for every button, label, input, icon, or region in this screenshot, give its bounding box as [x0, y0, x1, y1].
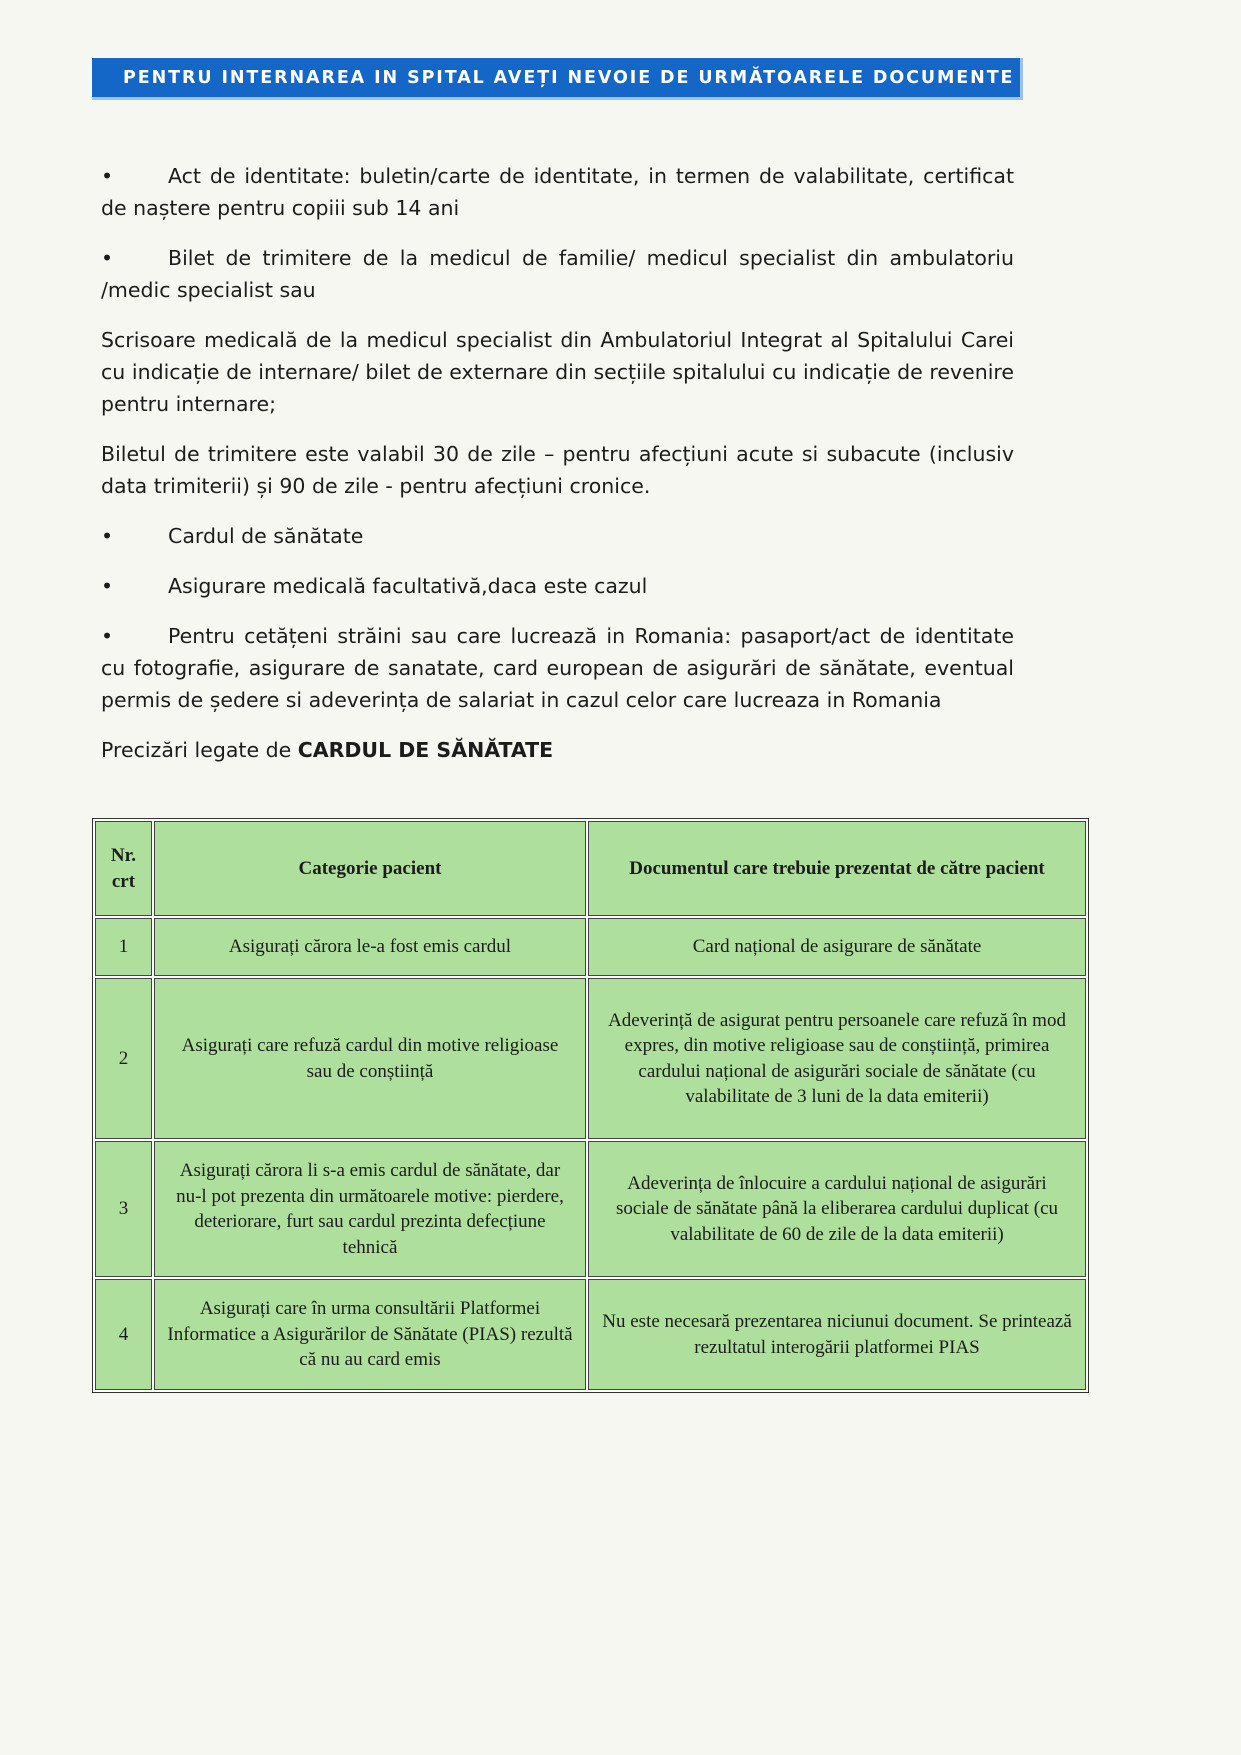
cell-document: Card național de asigurare de sănătate	[588, 918, 1086, 976]
table-row	[95, 978, 1086, 1139]
health-card-table-wrapper	[92, 818, 1089, 1393]
list-item-text: Act de identitate: buletin/carte de identitate, in termen de valabilitate, certificat de naștere pentru copiii sub 14 ani	[101, 164, 1014, 220]
cell-document: Adeverință de asigurat pentru persoanele care refuză în mod expres, din motive religioase sau de conștiință, primirea cardului național de asigurări sociale de sănătate (cu valabilitate de 3 luni de la data emiterii)	[588, 978, 1086, 1139]
bullet-marker: •	[101, 164, 114, 188]
cell-category: Asigurați cărora li s-a emis cardul de sănătate, dar nu-l pot prezenta din următoarele motive: pierdere, deteriorare, furt sau cardul prezinta defecțiune tehnică	[154, 1141, 586, 1277]
header-category: Categorie pacient	[154, 821, 586, 916]
cell-category: Asigurați care în urma consultării Platformei Informatice a Asigurărilor de Sănătate (PIAS) rezultă că nu au card emis	[154, 1279, 586, 1390]
cell-document: Adeverința de înlocuire a cardului național de asigurări sociale de sănătate până la eliberarea cardului duplicat (cu valabilitate de 60 de zile de la data emiterii)	[588, 1141, 1086, 1277]
cell-document: Nu este necesară prezentarea niciunui document. Se printează rezultatul interogării platformei PIAS	[588, 1279, 1086, 1390]
bullet-marker: •	[101, 524, 114, 548]
list-item	[101, 160, 1014, 224]
header-nr: Nr. crt	[95, 821, 152, 916]
bullet-marker: •	[101, 624, 114, 648]
health-card-table	[92, 818, 1089, 1393]
cell-nr: 2	[95, 978, 152, 1139]
table-row	[95, 1279, 1086, 1390]
bullet-marker: •	[101, 246, 114, 270]
list-item-text: Pentru cetățeni străini sau care lucrează in Romania: pasaport/act de identitate cu fotografie, asigurare de sanatate, card european de asigurări de sănătate, eventual permis de ședere si adeverința de salariat in cazul celor care lucreaza in Romania	[101, 624, 1014, 712]
section-heading	[101, 734, 1014, 766]
cell-nr: 3	[95, 1141, 152, 1277]
cell-nr: 4	[95, 1279, 152, 1390]
list-item-text: Cardul de sănătate	[168, 524, 364, 548]
list-item	[101, 570, 1014, 602]
header-document: Documentul care trebuie prezentat de către pacient	[588, 821, 1086, 916]
list-item	[101, 242, 1014, 306]
cell-category: Asigurați cărora le-a fost emis cardul	[154, 918, 586, 976]
bullet-marker: •	[101, 574, 114, 598]
list-item	[101, 520, 1014, 552]
list-item-text: Bilet de trimitere de la medicul de familie/ medicul specialist din ambulatoriu /medic specialist sau	[101, 246, 1014, 302]
section-heading-bold: CARDUL DE SĂNĂTATE	[297, 738, 554, 762]
list-item	[101, 620, 1014, 716]
paragraph: Biletul de trimitere este valabil 30 de zile – pentru afecțiuni acute si subacute (inclusiv data trimiterii) și 90 de zile - pentru afecțiuni cronice.	[101, 442, 1014, 498]
cell-category: Asigurați care refuză cardul din motive religioase sau de conștiință	[154, 978, 586, 1139]
table-row	[95, 918, 1086, 976]
table-row	[95, 1141, 1086, 1277]
page-title-banner: PENTRU INTERNAREA IN SPITAL AVEȚI NEVOIE DE URMĂTOARELE DOCUMENTE	[92, 58, 1023, 100]
list-item-text: Asigurare medicală facultativă,daca este cazul	[168, 574, 648, 598]
cell-nr: 1	[95, 918, 152, 976]
table-header-row	[95, 821, 1086, 916]
paragraph: Scrisoare medicală de la medicul specialist din Ambulatoriul Integrat al Spitalului Carei cu indicație de internare/ bilet de externare din secțiile spitalului cu indicație de revenire pentru internare;	[101, 328, 1014, 416]
requirements-list	[101, 160, 1014, 784]
section-heading-prefix: Precizări legate de	[101, 738, 298, 762]
